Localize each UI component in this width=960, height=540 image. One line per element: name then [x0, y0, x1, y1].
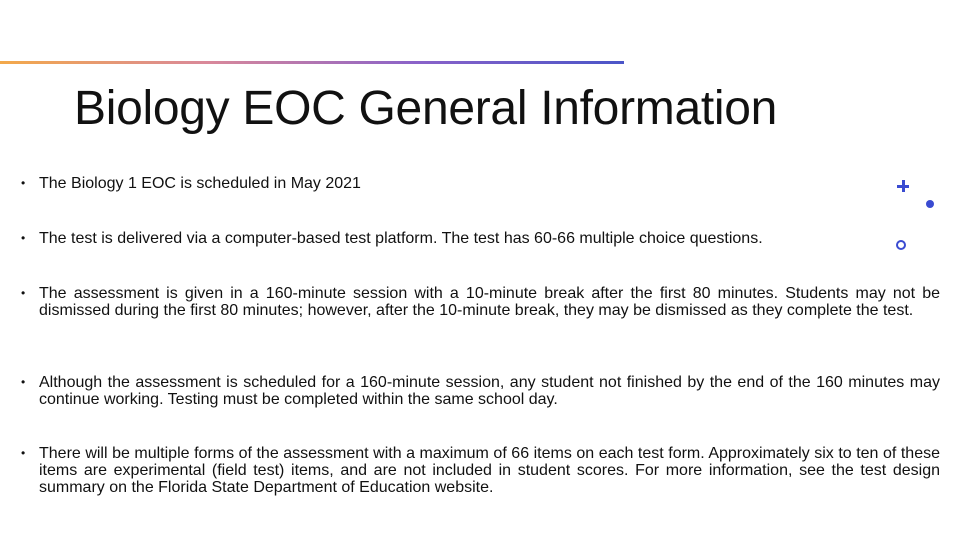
list-item [20, 285, 940, 319]
bullet-marker: • [21, 375, 26, 389]
plus-icon [897, 180, 909, 192]
bullet-marker: • [21, 231, 26, 245]
bullet-text: There will be multiple forms of the assessment with a maximum of 66 items on each test form. Approximately six to ten of these items are experimental (field test) items, and are not included in student scores. For more information, see the test design summary on the Florida State Department of Education website. [39, 445, 940, 496]
bullet-marker: • [21, 286, 26, 300]
list-item [20, 445, 940, 496]
bullet-text: The assessment is given in a 160-minute session with a 10-minute break after the first 80 minutes. Students may not be dismissed during the first 80 minutes; however, after the 10-minute break, they may be dismissed as they complete the test. [39, 285, 940, 319]
bullet-text: The test is delivered via a computer-based test platform. The test has 60-66 multiple choice questions. [39, 230, 763, 247]
dot-icon [926, 200, 934, 208]
list-item [20, 230, 940, 247]
list-item [20, 175, 940, 192]
list-item [20, 374, 940, 408]
bullet-marker: • [21, 446, 26, 460]
accent-line [0, 61, 624, 64]
bullet-text: Although the assessment is scheduled for a 160-minute session, any student not finished by the end of the 160 minutes may continue working. Testing must be completed within the same school day. [39, 374, 940, 408]
ring-icon [896, 240, 906, 250]
slide-title: Biology EOC General Information [74, 82, 778, 135]
bullet-text: The Biology 1 EOC is scheduled in May 2021 [39, 175, 361, 192]
bullet-marker: • [21, 176, 26, 190]
